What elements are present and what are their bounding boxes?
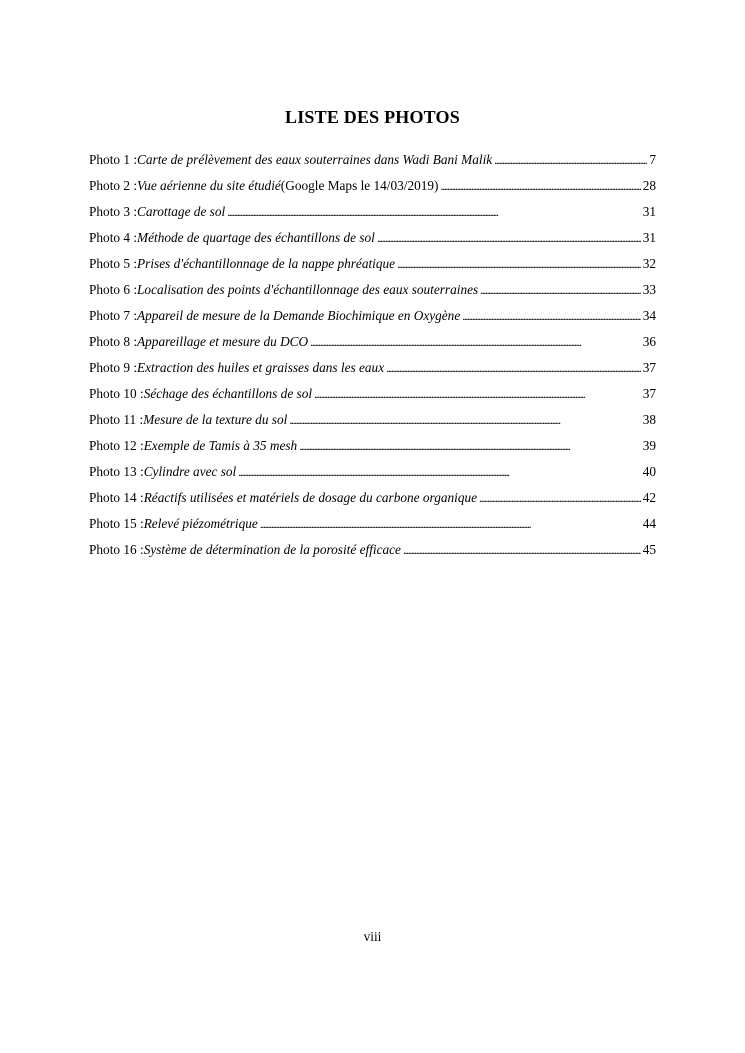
entry-title: Réactifs utilisées et matériels de dosage du carbone organique bbox=[143, 490, 478, 505]
entry-label: Photo 5 : bbox=[89, 256, 138, 271]
list-item bbox=[89, 516, 656, 542]
entry-page-number: 34 bbox=[642, 308, 656, 323]
list-item bbox=[89, 386, 656, 412]
list-item bbox=[89, 412, 656, 438]
dot-leader bbox=[386, 360, 641, 376]
dot-leader bbox=[238, 464, 640, 480]
list-item bbox=[89, 490, 656, 516]
entry-label: Photo 10 : bbox=[89, 386, 144, 401]
entry-label: Photo 3 : bbox=[89, 204, 138, 219]
entry-page-number: 38 bbox=[642, 412, 656, 427]
entry-label: Photo 12 : bbox=[89, 438, 144, 453]
entry-title: Prises d'échantillonnage de la nappe phréatique bbox=[137, 256, 396, 271]
list-item bbox=[89, 334, 656, 360]
entry-label: Photo 7 : bbox=[89, 308, 138, 323]
entry-page-number: 42 bbox=[642, 490, 656, 505]
page-title: LISTE DES PHOTOS bbox=[285, 107, 460, 127]
list-item bbox=[89, 282, 656, 308]
entry-title: Cylindre avec sol bbox=[143, 464, 237, 479]
dot-leader bbox=[377, 230, 641, 246]
entry-label: Photo 2 : bbox=[89, 178, 138, 193]
entry-page-number: 31 bbox=[642, 230, 656, 245]
list-item bbox=[89, 256, 656, 282]
dot-leader bbox=[494, 152, 647, 168]
entry-page-number: 31 bbox=[642, 204, 656, 219]
dot-leader bbox=[403, 542, 641, 558]
list-item bbox=[89, 178, 656, 204]
entry-title: Localisation des points d'échantillonnage des eaux souterraines bbox=[137, 282, 479, 297]
list-item bbox=[89, 360, 656, 386]
entry-title: Carottage de sol bbox=[137, 204, 226, 219]
entry-page-number: 45 bbox=[642, 542, 656, 557]
entry-page-number: 37 bbox=[642, 360, 656, 375]
page-number: viii bbox=[363, 929, 382, 944]
dot-leader bbox=[289, 412, 640, 428]
entry-page-number: 32 bbox=[642, 256, 656, 271]
entry-page-number: 37 bbox=[642, 386, 656, 401]
entry-label: Photo 8 : bbox=[89, 334, 138, 349]
entry-label: Photo 4 : bbox=[89, 230, 138, 245]
entry-label: Photo 6 : bbox=[89, 282, 138, 297]
list-item bbox=[89, 464, 656, 490]
dot-leader bbox=[260, 516, 641, 532]
entry-page-number: 44 bbox=[642, 516, 656, 531]
entry-label: Photo 1 : bbox=[89, 152, 138, 167]
entry-label: Photo 13 : bbox=[89, 464, 144, 479]
entry-page-number: 40 bbox=[642, 464, 656, 479]
entry-title: Extraction des huiles et graisses dans les eaux bbox=[137, 360, 385, 375]
dot-leader bbox=[479, 490, 641, 506]
dot-leader bbox=[314, 386, 641, 402]
entry-note: (Google Maps le 14/03/2019) bbox=[280, 178, 439, 193]
entry-label: Photo 14 : bbox=[89, 490, 144, 505]
entry-title: Relevé piézométrique bbox=[143, 516, 258, 531]
dot-leader bbox=[462, 308, 640, 324]
entry-title: Exemple de Tamis à 35 mesh bbox=[143, 438, 298, 453]
entry-title: Système de détermination de la porosité efficace bbox=[143, 542, 401, 557]
dot-leader bbox=[397, 256, 641, 272]
list-item bbox=[89, 542, 656, 568]
dot-leader bbox=[227, 204, 641, 220]
entry-title: Mesure de la texture du sol bbox=[143, 412, 288, 427]
entry-page-number: 7 bbox=[649, 152, 656, 167]
entry-page-number: 36 bbox=[642, 334, 656, 349]
list-item bbox=[89, 204, 656, 230]
list-item bbox=[89, 152, 656, 178]
dot-leader bbox=[480, 282, 641, 298]
entry-label: Photo 9 : bbox=[89, 360, 138, 375]
entry-page-number: 39 bbox=[642, 438, 656, 453]
entry-page-number: 28 bbox=[642, 178, 656, 193]
dot-leader bbox=[299, 438, 641, 454]
dot-leader bbox=[441, 178, 641, 194]
entry-page-number: 33 bbox=[642, 282, 656, 297]
entry-label: Photo 16 : bbox=[89, 542, 144, 557]
list-item bbox=[89, 308, 656, 334]
list-item bbox=[89, 230, 656, 256]
photo-list bbox=[89, 152, 656, 568]
entry-title: Appareil de mesure de la Demande Biochimique en Oxygène bbox=[137, 308, 461, 323]
list-item bbox=[89, 438, 656, 464]
entry-title: Carte de prélèvement des eaux souterraines dans Wadi Bani Malik bbox=[137, 152, 493, 167]
entry-label: Photo 11 : bbox=[89, 412, 144, 427]
entry-title: Appareillage et mesure du DCO bbox=[137, 334, 309, 349]
entry-label: Photo 15 : bbox=[89, 516, 144, 531]
entry-title: Séchage des échantillons de sol bbox=[143, 386, 313, 401]
entry-title: Vue aérienne du site étudié bbox=[137, 178, 281, 193]
entry-title: Méthode de quartage des échantillons de sol bbox=[137, 230, 375, 245]
dot-leader bbox=[310, 334, 641, 350]
